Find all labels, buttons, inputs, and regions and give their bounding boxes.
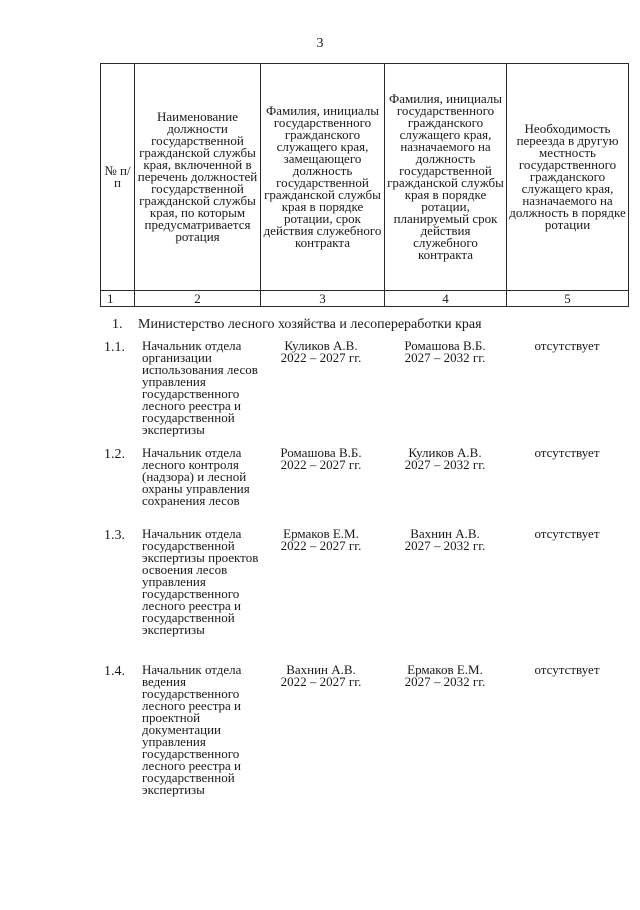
header-position: Наименование должности государственной гражданской службы края, включенной в перечень должностей государственной гражданской службы края, по которым предусматривается ротация bbox=[135, 64, 261, 291]
row-current-employee bbox=[260, 664, 382, 688]
column-number-5: 5 bbox=[507, 291, 629, 307]
section-number: 1. bbox=[112, 317, 123, 332]
row-relocation: отсутствует bbox=[534, 526, 600, 541]
row-position: Начальник отдела ведения государственного лесного реестра и проектной документации управления государственного лесного реестра и государственной экспертизы bbox=[142, 662, 242, 797]
column-number-1: 1 bbox=[101, 291, 135, 307]
row-relocation: отсутствует bbox=[534, 662, 600, 677]
row-number: 1.2. bbox=[104, 447, 125, 462]
row-appointed-employee bbox=[384, 447, 506, 471]
row-relocation: отсутствует bbox=[534, 445, 600, 460]
current-employee-name: Ермаков Е.М. bbox=[283, 526, 359, 541]
header-current-employee: Фамилия, инициалы государственного гражданского служащего края, замещающего должность государственной гражданской службы края в порядке ротации, срок действия служебного контракта bbox=[261, 64, 385, 291]
appointed-employee-name: Ермаков Е.М. bbox=[407, 662, 483, 677]
current-contract-term: 2022 – 2027 гг. bbox=[280, 457, 362, 472]
header-appointed-employee: Фамилия, инициалы государственного гражданского служащего края, назначаемого на должность государственной гражданской службы края в порядке ротации, планируемый срок действия служебного контракта bbox=[385, 64, 507, 291]
row-position: Начальник отдела лесного контроля (надзора) и лесной охраны управления сохранения лесов bbox=[142, 445, 250, 508]
appointed-contract-term: 2027 – 2032 гг. bbox=[404, 457, 486, 472]
header-relocation: Необходимость переезда в другую местность государственного гражданского служащего края, назначаемого на должность в порядке ротации bbox=[507, 64, 629, 291]
row-appointed-employee bbox=[384, 528, 506, 552]
section-title: Министерство лесного хозяйства и лесопереработки края bbox=[138, 317, 482, 332]
current-employee-name: Куликов А.В. bbox=[284, 338, 358, 353]
appointed-employee-name: Вахнин А.В. bbox=[410, 526, 480, 541]
row-current-employee bbox=[260, 528, 382, 552]
rotation-table bbox=[100, 63, 629, 307]
appointed-employee-name: Куликов А.В. bbox=[408, 445, 482, 460]
current-contract-term: 2022 – 2027 гг. bbox=[280, 350, 362, 365]
current-employee-name: Вахнин А.В. bbox=[286, 662, 356, 677]
current-contract-term: 2022 – 2027 гг. bbox=[280, 674, 362, 689]
current-contract-term: 2022 – 2027 гг. bbox=[280, 538, 362, 553]
page-number: 3 bbox=[316, 36, 324, 51]
row-current-employee bbox=[260, 340, 382, 364]
section-heading bbox=[112, 318, 482, 332]
row-appointed-employee bbox=[384, 664, 506, 688]
header-number: № п/п bbox=[101, 64, 135, 291]
row-number: 1.1. bbox=[104, 340, 125, 355]
column-number-2: 2 bbox=[135, 291, 261, 307]
row-appointed-employee bbox=[384, 340, 506, 364]
appointed-contract-term: 2027 – 2032 гг. bbox=[404, 674, 486, 689]
column-number-4: 4 bbox=[385, 291, 507, 307]
row-number: 1.3. bbox=[104, 528, 125, 543]
row-position: Начальник отдела государственной экспертизы проектов освоения лесов управления государственного лесного реестра и государственной экспертизы bbox=[142, 526, 259, 637]
row-relocation: отсутствует bbox=[534, 338, 600, 353]
current-employee-name: Ромашова В.Б. bbox=[280, 445, 362, 460]
appointed-employee-name: Ромашова В.Б. bbox=[404, 338, 486, 353]
appointed-contract-term: 2027 – 2032 гг. bbox=[404, 350, 486, 365]
row-number: 1.4. bbox=[104, 664, 125, 679]
column-number-3: 3 bbox=[261, 291, 385, 307]
appointed-contract-term: 2027 – 2032 гг. bbox=[404, 538, 486, 553]
row-position: Начальник отдела организации использования лесов управления государственного лесного реестра и государственной экспертизы bbox=[142, 338, 258, 437]
row-current-employee bbox=[260, 447, 382, 471]
